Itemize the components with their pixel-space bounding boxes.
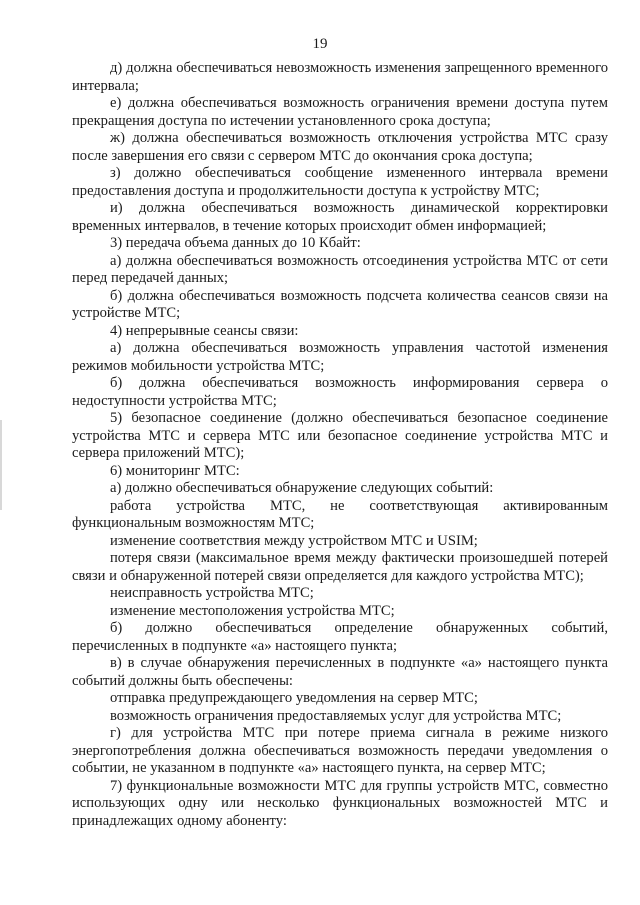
event-item: работа устройства МТС, не соответствующая активированным функциональным возможностям МТС; bbox=[72, 497, 608, 531]
document-body bbox=[72, 60, 608, 830]
item-3-heading: 3) передача объема данных до 10 Кбайт: bbox=[110, 235, 361, 251]
paragraph-3b: б) должна обеспечиваться возможность подсчета количества сеансов связи на устройстве МТС; bbox=[72, 287, 608, 321]
paragraph-z: з) должно обеспечиваться сообщение измененного интервала времени предоставления доступа и продолжительности доступа к устройству МТС; bbox=[72, 165, 608, 199]
page-number: 19 bbox=[312, 36, 328, 52]
paragraph-4b: б) должна обеспечиваться возможность информирования сервера о недоступности устройства МТС; bbox=[72, 375, 608, 409]
paragraph-e: е) должна обеспечиваться возможность ограничения времени доступа путем прекращения доступа по истечении установленного срока доступа; bbox=[72, 95, 608, 129]
item-4-heading: 4) непрерывные сеансы связи: bbox=[110, 322, 299, 339]
measure-item: возможность ограничения предоставляемых услуг для устройства МТС; bbox=[110, 707, 562, 724]
paragraph-6v: в) в случае обнаружения перечисленных в подпункте «а» настоящего пункта событий должны быть обеспечены: bbox=[72, 655, 608, 689]
paragraph-6g: г) для устройства МТС при потере приема сигнала в режиме низкого энергопотребления должна обеспечиваться возможность передачи уведомления о событии, не указанном в подпункте «а» настоящего пункта, на сервер МТС; bbox=[72, 725, 608, 776]
paragraph-4a: а) должна обеспечиваться возможность управления частотой изменения режимов мобильности устройства МТС; bbox=[72, 340, 608, 374]
event-item: неисправность устройства МТС; bbox=[110, 585, 314, 601]
item-7: 7) функциональные возможности МТС для группы устройств МТС, совместно использующих одну или несколько функциональных возможностей МТС и принадлежащих одному абоненту: bbox=[72, 777, 608, 829]
measure-item: отправка предупреждающего уведомления на сервер МТС; bbox=[110, 690, 478, 706]
paragraph-6b: б) должно обеспечиваться определение обнаруженных событий, перечисленных в подпункте «а» настоящего пункта; bbox=[72, 620, 608, 654]
item-5: 5) безопасное соединение (должно обеспечиваться безопасное соединение устройства МТС и сервера МТС или безопасное соединение устройства МТС и сервера приложений МТС); bbox=[72, 410, 608, 461]
paragraph-zh: ж) должна обеспечиваться возможность отключения устройства МТС сразу после завершения его связи с сервером МТС до окончания срока доступа; bbox=[72, 130, 608, 164]
paragraph-3a: а) должна обеспечиваться возможность отсоединения устройства МТС от сети перед передачей данных; bbox=[72, 252, 608, 286]
scan-edge-mark bbox=[0, 420, 2, 510]
paragraph-d: д) должна обеспечиваться невозможность изменения запрещенного временного интервала; bbox=[72, 60, 608, 94]
event-item: потеря связи (максимальное время между фактически произошедшей потерей связи и обнаруженной потерей связи определяется для каждого устройства МТС); bbox=[72, 550, 608, 584]
paragraph-i: и) должна обеспечиваться возможность динамической корректировки временных интервалов, в течение которых происходит обмен информацией; bbox=[72, 200, 608, 234]
paragraph-6a: а) должно обеспечиваться обнаружение следующих событий: bbox=[110, 480, 494, 496]
event-item: изменение местоположения устройства МТС; bbox=[110, 602, 395, 619]
event-item: изменение соответствия между устройством МТС и USIM; bbox=[110, 532, 478, 549]
item-6-heading: 6) мониторинг МТС: bbox=[110, 462, 240, 479]
